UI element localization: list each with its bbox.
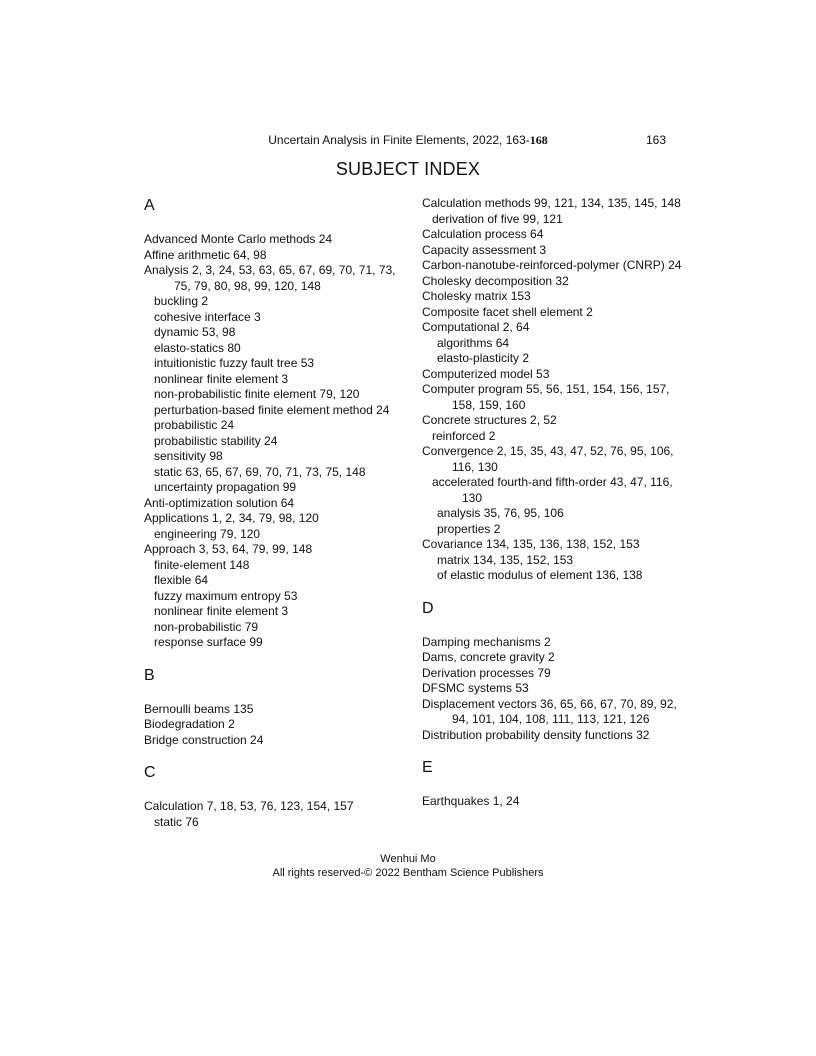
section-spacer xyxy=(144,651,412,666)
section-letter: B xyxy=(144,666,155,684)
index-subentry: finite-element 148 xyxy=(154,557,250,572)
spacer xyxy=(144,216,412,232)
index-subentry: non-probabilistic finite element 79, 120 xyxy=(154,387,360,401)
running-header xyxy=(0,133,816,149)
index-entry: Computerized model 53 xyxy=(422,366,550,381)
index-subentry: reinforced 2 xyxy=(432,428,496,443)
index-entry: Bernoulli beams 135 xyxy=(144,701,254,716)
section-letter: A xyxy=(144,197,155,214)
index-subentry: dynamic 53, 98 xyxy=(154,325,236,339)
index-subentry: nonlinear finite element 3 xyxy=(154,371,289,386)
index-entry: Distribution probability density functions 32 xyxy=(422,727,650,742)
index-subentry: flexible 64 xyxy=(154,573,209,587)
footer-copyright: All rights reserved-© 2022 Bentham Science Publishers xyxy=(272,867,544,879)
index-entry: Analysis 2, 3, 24, 53, 63, 65, 67, 69, 70, 71, 73, 75, 79, 80, 98, 99, 120, 148 xyxy=(144,263,396,293)
index-entry: Concrete structures 2, 52 xyxy=(422,413,557,427)
index-entry: Affine arithmetic 64, 98 xyxy=(144,247,267,262)
index-subentry: non-probabilistic 79 xyxy=(154,619,259,634)
index-entry: Convergence 2, 15, 35, 43, 47, 52, 76, 95, 106, 116, 130 xyxy=(422,444,674,474)
index-entry: Computer program 55, 56, 151, 154, 156, 157, 158, 159, 160 xyxy=(422,382,670,412)
index-entry: Calculation process 64 xyxy=(422,227,544,241)
index-subentry: engineering 79, 120 xyxy=(154,526,261,541)
index-subentry: of elastic modulus of element 136, 138 xyxy=(437,568,643,582)
index-subentry: static 63, 65, 67, 69, 70, 71, 73, 75, 148 xyxy=(154,464,366,479)
index-entry: Applications 1, 2, 34, 79, 98, 120 xyxy=(144,511,319,525)
index-column-left xyxy=(144,196,412,830)
index-entry: Cholesky matrix 153 xyxy=(422,289,531,303)
section-letter: C xyxy=(144,764,156,781)
index-entry: Calculation 7, 18, 53, 76, 123, 154, 157 xyxy=(144,799,354,813)
spacer xyxy=(144,686,412,702)
index-entry: Covariance 134, 135, 136, 138, 152, 153 xyxy=(422,537,640,551)
index-subentry: nonlinear finite element 3 xyxy=(154,604,289,618)
page-title: SUBJECT INDEX xyxy=(335,159,481,179)
section-spacer xyxy=(422,743,682,758)
index-entry: Capacity assessment 3 xyxy=(422,242,547,257)
index-subentry: elasto-statics 80 xyxy=(154,340,241,355)
index-subentry: probabilistic stability 24 xyxy=(154,433,278,448)
index-subentry: properties 2 xyxy=(437,521,501,536)
journal-text: Uncertain Analysis in Finite Elements, 2022, 163- xyxy=(268,133,530,147)
index-entry: Damping mechanisms 2 xyxy=(422,634,551,649)
index-entry: Biodegradation 2 xyxy=(144,717,235,731)
journal-citation xyxy=(0,133,816,148)
index-subentry: buckling 2 xyxy=(154,294,209,308)
index-subentry: sensitivity 98 xyxy=(154,449,223,463)
index-subentry: accelerated fourth-and fifth-order 43, 47, 116, 130 xyxy=(432,475,673,505)
index-entry: Calculation methods 99, 121, 134, 135, 145, 148 xyxy=(422,196,681,210)
footer-author: Wenhui Mo xyxy=(380,853,436,865)
spacer xyxy=(144,783,412,799)
page-footer xyxy=(0,852,816,880)
index-entry: Earthquakes 1, 24 xyxy=(422,794,520,808)
index-entry: Dams, concrete gravity 2 xyxy=(422,650,555,664)
section-letter: D xyxy=(422,599,434,617)
index-entry: Derivation processes 79 xyxy=(422,665,551,680)
index-entry: DFSMC systems 53 xyxy=(422,681,529,695)
index-subentry: probabilistic 24 xyxy=(154,418,235,432)
index-column-right xyxy=(422,196,682,810)
index-subentry: algorithms 64 xyxy=(437,335,510,350)
index-entry: Bridge construction 24 xyxy=(144,732,264,747)
index-entry: Advanced Monte Carlo methods 24 xyxy=(144,232,333,246)
index-subentry: elasto-plasticity 2 xyxy=(437,351,530,365)
index-entry: Approach 3, 53, 64, 79, 99, 148 xyxy=(144,542,313,556)
index-entry: Displacement vectors 36, 65, 66, 67, 70, 89, 92, 94, 101, 104, 108, 111, 113, 121, 126 xyxy=(422,696,677,726)
index-subentry: uncertainty propagation 99 xyxy=(154,480,297,494)
index-subentry: static 76 xyxy=(154,814,199,829)
section-letter: E xyxy=(422,759,433,776)
index-subentry: matrix 134, 135, 152, 153 xyxy=(437,552,574,567)
section-spacer xyxy=(422,584,682,599)
spacer xyxy=(422,778,682,794)
end-page: 168 xyxy=(529,133,548,147)
index-entry: Composite facet shell element 2 xyxy=(422,304,593,319)
spacer xyxy=(422,619,682,635)
page-number: 163 xyxy=(646,133,667,147)
index-subentry: derivation of five 99, 121 xyxy=(432,211,563,226)
index-entry: Carbon-nanotube-reinforced-polymer (CNRP) 24 xyxy=(422,258,682,272)
index-entry: Anti-optimization solution 64 xyxy=(144,495,295,510)
index-subentry: perturbation-based finite element method 24 xyxy=(154,402,390,417)
section-spacer xyxy=(144,748,412,763)
index-subentry: fuzzy maximum entropy 53 xyxy=(154,588,298,603)
index-subentry: response surface 99 xyxy=(154,635,263,649)
index-entry: Cholesky decomposition 32 xyxy=(422,273,569,288)
index-entry: Computational 2, 64 xyxy=(422,320,530,334)
index-subentry: intuitionistic fuzzy fault tree 53 xyxy=(154,356,315,370)
index-subentry: analysis 35, 76, 95, 106 xyxy=(437,506,564,520)
index-subentry: cohesive interface 3 xyxy=(154,309,261,324)
